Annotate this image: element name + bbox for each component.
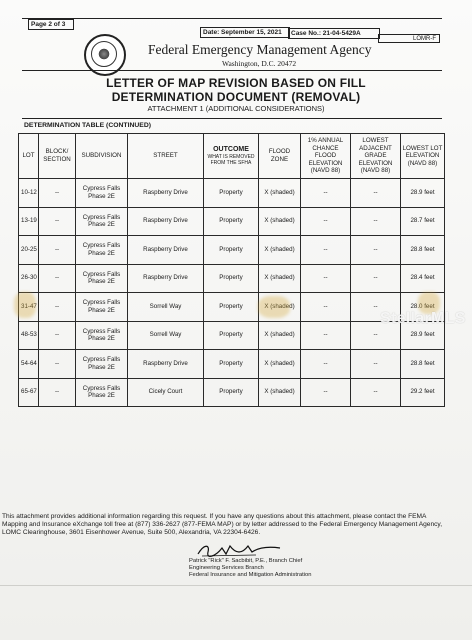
cell-lot: 65-67 [19, 378, 39, 407]
document-title-line1: LETTER OF MAP REVISION BASED ON FILL [106, 76, 366, 90]
cell-subdivision: Cypress Falls Phase 2E [76, 350, 128, 379]
cell-flood-zone: X (shaded) [259, 378, 301, 407]
cell-lowest-grade: -- [351, 207, 401, 236]
table-row [19, 378, 445, 407]
cell-subdivision: Cypress Falls Phase 2E [76, 264, 128, 293]
cell-lowest-lot: 29.2 feet [401, 378, 445, 407]
cell-outcome: Property [204, 207, 259, 236]
cell-lot: 54-64 [19, 350, 39, 379]
cell-flood-zone: X (shaded) [259, 350, 301, 379]
col-header-lowest-lot: LOWEST LOT ELEVATION (NAVD 88) [401, 134, 445, 179]
table-row [19, 179, 445, 208]
footer-paragraph: This attachment provides additional information regarding this request. If you have any questions about this attachment, please contact the FEMA Mapping and Insurance eXchange toll free at (877) 336-2627 (877-FEMA MAP) or by letter addressed to the Federal Emergency Management Agency, LOMC Clearinghouse, 3601 Eisenhower Avenue, Suite 500, Alexandria, VA 22304-6426. [2, 513, 443, 537]
cell-subdivision: Cypress Falls Phase 2E [76, 207, 128, 236]
cell-street: Raspberry Drive [128, 264, 204, 293]
cell-street: Raspberry Drive [128, 350, 204, 379]
signer-name: Patrick "Rick" F. Sacbibit, P.E., Branch Chief [189, 558, 303, 564]
table-row [19, 236, 445, 265]
cell-flood-zone: X (shaded) [259, 321, 301, 350]
cell-lot: 13-19 [19, 207, 39, 236]
divider [22, 70, 442, 71]
col-header-street: STREET [128, 134, 204, 179]
cell-lowest-lot: 28.8 feet [401, 236, 445, 265]
cell-lowest-grade: -- [351, 264, 401, 293]
table-caption: DETERMINATION TABLE (CONTINUED) [24, 122, 151, 129]
page-number: Page 2 of 3 [28, 19, 74, 30]
cell-subdivision: Cypress Falls Phase 2E [76, 321, 128, 350]
cell-block: -- [39, 236, 76, 265]
cell-annual-chance: -- [301, 321, 351, 350]
cell-subdivision: Cypress Falls Phase 2E [76, 179, 128, 208]
cell-block: -- [39, 293, 76, 322]
determination-table [18, 133, 445, 407]
agency-city: Washington, D.C. 20472 [222, 59, 297, 68]
cell-annual-chance: -- [301, 378, 351, 407]
cell-street: Raspberry Drive [128, 179, 204, 208]
cell-block: -- [39, 207, 76, 236]
cell-lowest-grade: -- [351, 378, 401, 407]
cell-block: -- [39, 321, 76, 350]
cell-subdivision: Cypress Falls Phase 2E [76, 378, 128, 407]
cell-block: -- [39, 378, 76, 407]
cell-outcome: Property [204, 264, 259, 293]
cell-annual-chance: -- [301, 350, 351, 379]
signer-org: Federal Insurance and Mitigation Administration [189, 572, 312, 578]
cell-block: -- [39, 179, 76, 208]
col-header-block: BLOCK/ SECTION [39, 134, 76, 179]
cell-flood-zone: X (shaded) [259, 207, 301, 236]
cell-lot: 10-12 [19, 179, 39, 208]
col-header-lowest-grade: LOWEST ADJACENT GRADE ELEVATION (NAVD 88) [351, 134, 401, 179]
table-header-row [19, 134, 445, 179]
col-header-annual-chance: 1% ANNUAL CHANCE FLOOD ELEVATION (NAVD 88) [301, 134, 351, 179]
table-row [19, 350, 445, 379]
paper-stain [258, 296, 290, 318]
cell-lot: 48-53 [19, 321, 39, 350]
watermark: StellarMLS [380, 310, 466, 327]
document-subtitle: ATTACHMENT 1 (ADDITIONAL CONSIDERATIONS) [147, 104, 325, 113]
outcome-label: OUTCOME [213, 146, 249, 154]
cell-street: Sorrell Way [128, 321, 204, 350]
cell-outcome: Property [204, 293, 259, 322]
cell-outcome: Property [204, 378, 259, 407]
cell-flood-zone: X (shaded) [259, 236, 301, 265]
cell-outcome: Property [204, 179, 259, 208]
cell-lowest-lot: 28.9 feet [401, 321, 445, 350]
cell-lowest-grade: -- [351, 350, 401, 379]
cell-street: Cicely Court [128, 378, 204, 407]
cell-lowest-lot: 28.7 feet [401, 207, 445, 236]
signature [196, 542, 284, 558]
cell-outcome: Property [204, 236, 259, 265]
cell-lowest-grade: -- [351, 293, 401, 322]
cell-lot: 26-30 [19, 264, 39, 293]
cell-subdivision: Cypress Falls Phase 2E [76, 236, 128, 265]
col-header-outcome [204, 134, 259, 179]
agency-name: Federal Emergency Management Agency [148, 42, 372, 57]
letter-date: Date: September 15, 2021 [200, 27, 290, 38]
cell-flood-zone: X (shaded) [259, 264, 301, 293]
divider [0, 585, 472, 586]
cell-annual-chance: -- [301, 207, 351, 236]
document-title-line2: DETERMINATION DOCUMENT (REMOVAL) [111, 90, 361, 104]
signature-block [189, 558, 311, 579]
cell-flood-zone: X (shaded) [259, 293, 301, 322]
cell-flood-zone: X (shaded) [259, 179, 301, 208]
cell-annual-chance: -- [301, 179, 351, 208]
cell-annual-chance: -- [301, 293, 351, 322]
cell-lowest-grade: -- [351, 321, 401, 350]
cell-lowest-lot: 28.8 feet [401, 350, 445, 379]
cell-lot: 20-25 [19, 236, 39, 265]
col-header-lot: LOT [19, 134, 39, 179]
cell-annual-chance: -- [301, 264, 351, 293]
col-header-subdivision: SUBDIVISION [76, 134, 128, 179]
outcome-sublabel: WHAT IS REMOVED FROM THE SFHA [207, 153, 255, 166]
cell-street: Raspberry Drive [128, 236, 204, 265]
cell-outcome: Property [204, 350, 259, 379]
signer-branch: Engineering Services Branch [189, 565, 264, 571]
cell-lowest-grade: -- [351, 236, 401, 265]
cell-outcome: Property [204, 321, 259, 350]
cell-street: Sorrell Way [128, 293, 204, 322]
header-rule [22, 18, 442, 41]
cell-lot: 31-47 [19, 293, 39, 322]
cell-lowest-lot: 28.4 feet [401, 264, 445, 293]
table-row [19, 207, 445, 236]
cell-street: Raspberry Drive [128, 207, 204, 236]
form-type: LOMR-F [378, 34, 440, 43]
cell-block: -- [39, 264, 76, 293]
cell-lowest-lot: 28.0 feet [401, 293, 445, 322]
paper-stain [14, 292, 36, 318]
table-row [19, 264, 445, 293]
cell-lowest-lot: 28.9 feet [401, 179, 445, 208]
case-number: Case No.: 21-04-5429A [288, 28, 380, 39]
cell-block: -- [39, 350, 76, 379]
cell-subdivision: Cypress Falls Phase 2E [76, 293, 128, 322]
cell-annual-chance: -- [301, 236, 351, 265]
cell-lowest-grade: -- [351, 179, 401, 208]
divider [22, 118, 442, 119]
col-header-flood-zone: FLOOD ZONE [259, 134, 301, 179]
